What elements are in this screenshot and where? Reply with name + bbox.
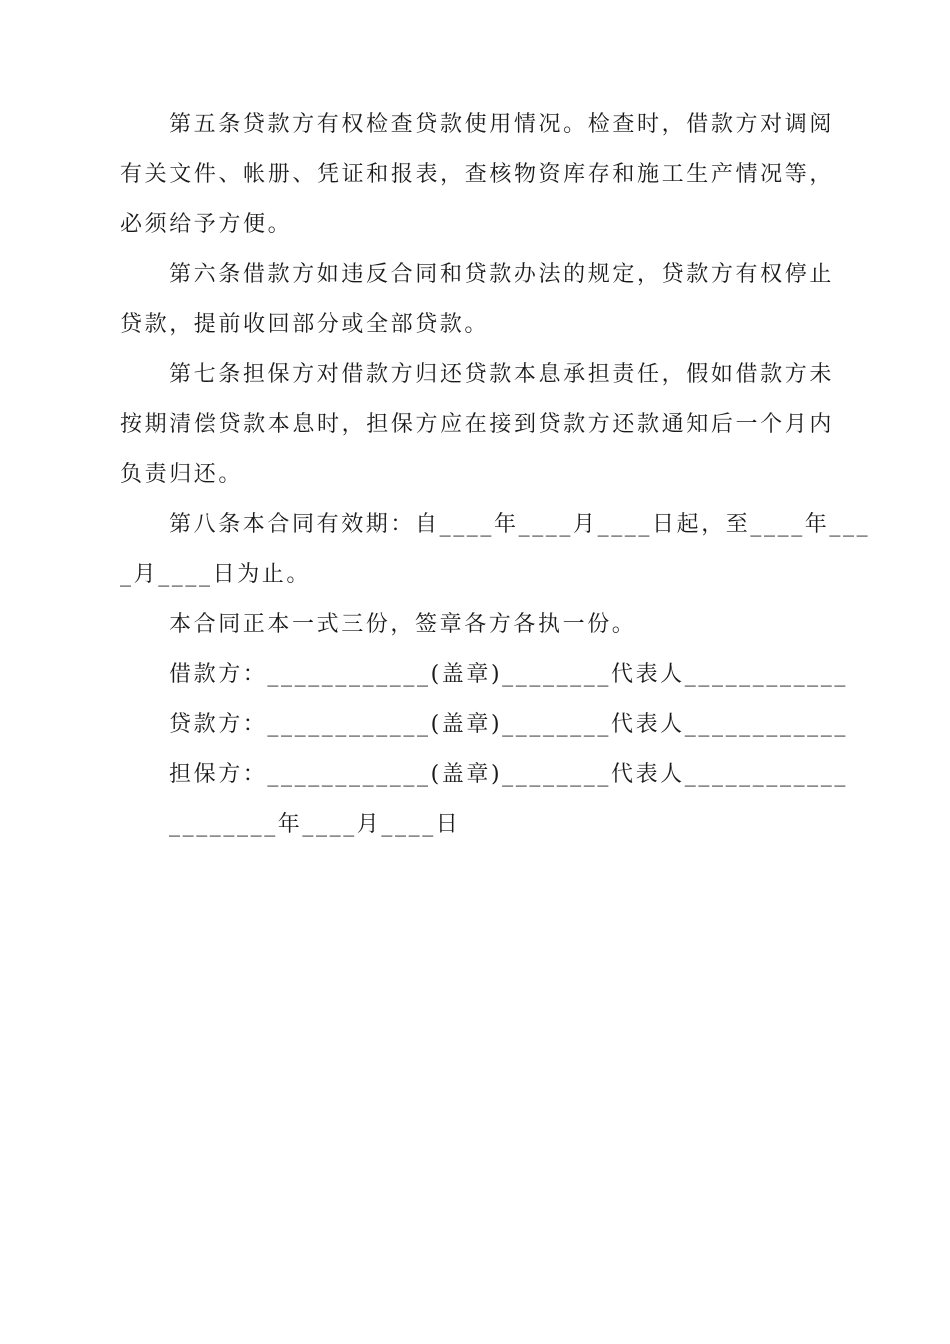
article-8-line-2: _月____日为止。 — [120, 562, 312, 587]
article-8-line-1: 第八条本合同有效期：自____年____月____日起，至____年___ — [169, 512, 871, 537]
article-5: 第五条贷款方有权检查贷款使用情况。检查时，借款方对调阅有关文件、帐册、凭证和报表，查核物资库存和施工生产情况等，必须给予方便。 — [120, 112, 834, 237]
signature-lender: 贷款方：____________(盖章)________代表人____________ — [169, 712, 848, 737]
signature-guarantor: 担保方：____________(盖章)________代表人____________ — [169, 762, 848, 787]
copies-clause: 本合同正本一式三份，签章各方各执一份。 — [169, 612, 637, 637]
article-7: 第七条担保方对借款方归还贷款本息承担责任，假如借款方未按期清偿贷款本息时，担保方应在接到贷款方还款通知后一个月内负责归还。 — [120, 362, 834, 487]
article-6: 第六条借款方如违反合同和贷款办法的规定，贷款方有权停止贷款，提前收回部分或全部贷款。 — [120, 262, 834, 337]
date-line: ________年____月____日 — [169, 812, 461, 837]
contract-page — [120, 100, 871, 850]
signature-borrower: 借款方：____________(盖章)________代表人____________ — [169, 662, 848, 687]
